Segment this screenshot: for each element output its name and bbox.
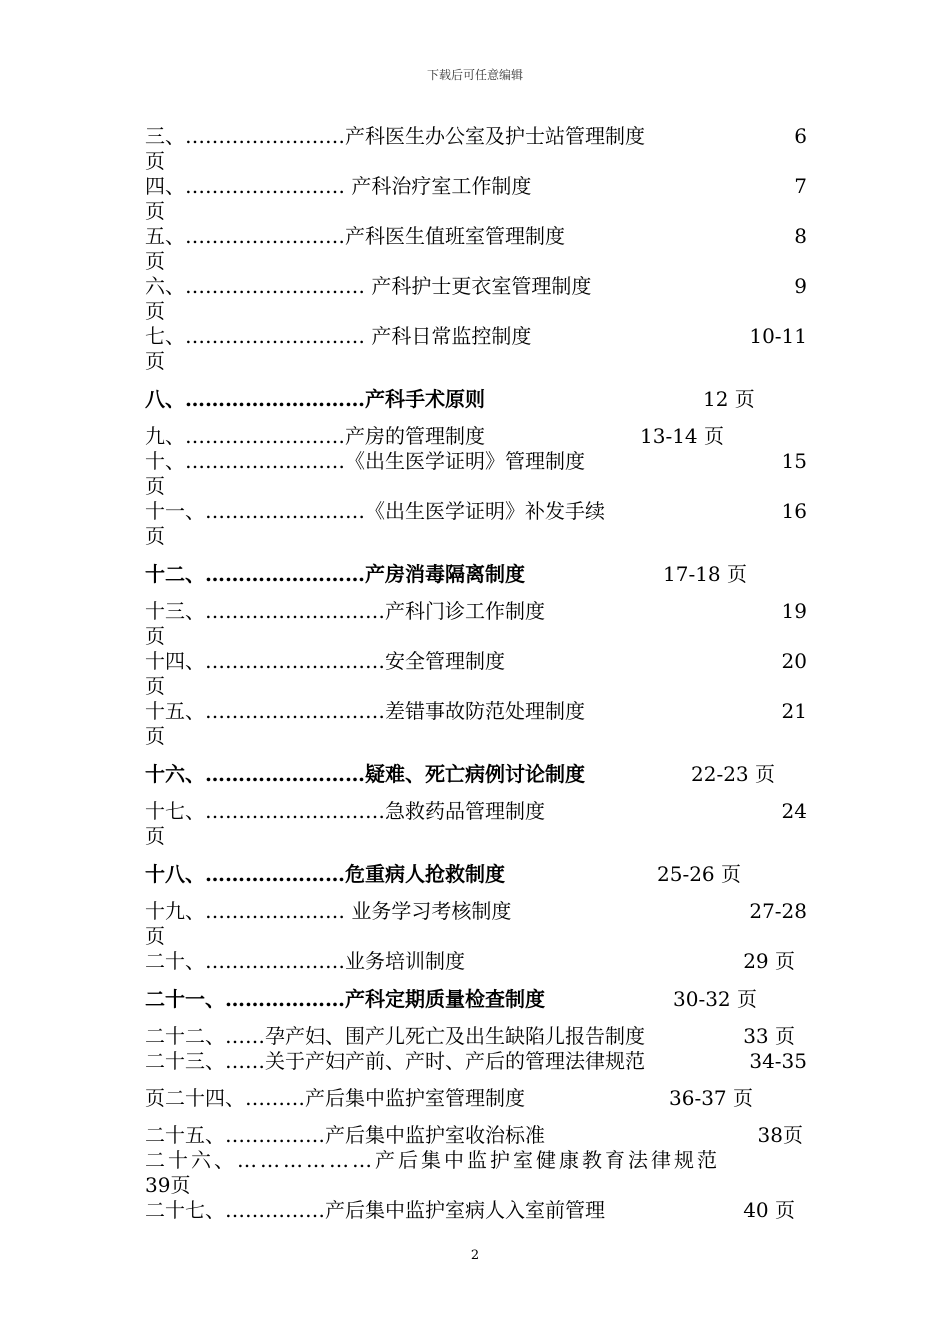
toc-entry	[145, 699, 807, 749]
toc-entry-page: 16	[781, 499, 807, 523]
page-header: 下载后可任意编辑	[426, 68, 523, 82]
toc-entry-page-suffix: 页	[145, 624, 165, 648]
toc-entry-title: 十、……………………《出生医学证明》管理制度	[145, 449, 585, 473]
toc-entry-page: 10-11	[749, 324, 807, 348]
toc-entry	[145, 1148, 807, 1198]
toc-entry-page: 19	[781, 599, 807, 623]
toc-entry-title: 二十五、……………产后集中监护室收治标准	[145, 1123, 545, 1147]
toc-entry-title: 十二、……………………产房消毒隔离制度	[145, 562, 525, 586]
toc-entry-page-suffix: 页	[145, 524, 165, 548]
toc-entry	[145, 1086, 807, 1111]
toc-entry-title: 十六、……………………疑难、死亡病例讨论制度	[145, 762, 585, 786]
toc-entry-title: 三、……………………产科医生办公室及护士站管理制度	[145, 124, 645, 148]
toc-entry-page-suffix: 39页	[145, 1173, 191, 1197]
toc-entry	[145, 987, 807, 1012]
toc-entry-page: 33 页	[743, 1024, 795, 1048]
toc-entry-title: 二十二、……孕产妇、围产儿死亡及出生缺陷儿报告制度	[145, 1024, 645, 1048]
toc-entry	[145, 1024, 807, 1049]
toc-entry-title: 二十六、………………产后集中监护室健康教育法律规范	[145, 1148, 720, 1172]
toc-entry-page-suffix: 页	[145, 149, 165, 173]
toc-entry-page: 20	[781, 649, 807, 673]
toc-entry-title: 五、……………………产科医生值班室管理制度	[145, 224, 565, 248]
toc-entry	[145, 862, 807, 887]
toc-entry-title: 页二十四、………产后集中监护室管理制度	[145, 1086, 525, 1110]
toc-entry	[145, 387, 807, 412]
toc-entry-title: 二十一、………………产科定期质量检查制度	[145, 987, 545, 1011]
toc-entry-page: 9	[794, 274, 807, 298]
toc-entry	[145, 274, 807, 324]
toc-entry	[145, 1049, 807, 1074]
toc-entry-title: 九、……………………产房的管理制度	[145, 424, 485, 448]
toc-entry-page: 38页	[757, 1123, 803, 1147]
toc-entry-page: 40 页	[743, 1198, 795, 1222]
toc-entry-title: 二十七、……………产后集中监护室病人入室前管理	[145, 1198, 605, 1222]
toc-entry	[145, 324, 807, 374]
toc-entry-page: 13-14 页	[640, 424, 725, 448]
toc-entry-title: 七、……………………… 产科日常监控制度	[145, 324, 532, 348]
page-number: 2	[470, 1248, 480, 1263]
toc-entry-page: 22-23 页	[691, 762, 776, 786]
toc-entry-title: 二十、…………………业务培训制度	[145, 949, 465, 973]
table-of-contents	[145, 120, 807, 1223]
toc-entry	[145, 899, 807, 949]
toc-entry	[145, 799, 807, 849]
toc-entry	[145, 224, 807, 274]
toc-entry-page: 7	[794, 174, 807, 198]
toc-entry-page: 36-37 页	[669, 1086, 754, 1110]
toc-entry-page: 6	[794, 124, 807, 148]
toc-entry-page: 25-26 页	[657, 862, 742, 886]
toc-entry-title: 四、…………………… 产科治疗室工作制度	[145, 174, 532, 198]
toc-entry-page: 29 页	[743, 949, 795, 973]
toc-entry-page: 21	[781, 699, 807, 723]
toc-entry-title: 十三、………………………产科门诊工作制度	[145, 599, 545, 623]
toc-entry	[145, 124, 807, 174]
toc-entry-page: 30-32 页	[673, 987, 758, 1011]
toc-entry-page: 15	[781, 449, 807, 473]
toc-entry	[145, 599, 807, 649]
toc-entry	[145, 1123, 807, 1148]
toc-entry-title: 六、……………………… 产科护士更衣室管理制度	[145, 274, 592, 298]
toc-entry	[145, 762, 807, 787]
toc-entry-page-suffix: 页	[145, 474, 165, 498]
toc-entry-page: 24	[781, 799, 807, 823]
toc-entry-page-suffix: 页	[145, 724, 165, 748]
toc-entry-page-suffix: 页	[145, 299, 165, 323]
toc-entry-page-suffix: 页	[145, 249, 165, 273]
toc-entry-page: 27-28	[749, 899, 807, 923]
toc-entry-page: 12 页	[703, 387, 755, 411]
toc-entry-title: 十七、………………………急救药品管理制度	[145, 799, 545, 823]
toc-entry	[145, 174, 807, 224]
toc-entry-page: 34-35	[749, 1049, 807, 1073]
toc-entry	[145, 562, 807, 587]
toc-entry	[145, 424, 807, 449]
toc-entry-title: 十八、…………………危重病人抢救制度	[145, 862, 505, 886]
toc-entry-page-suffix: 页	[145, 199, 165, 223]
toc-entry-page-suffix: 页	[145, 924, 165, 948]
toc-entry	[145, 449, 807, 499]
toc-entry-page: 8	[794, 224, 807, 248]
toc-entry-title: 十四、………………………安全管理制度	[145, 649, 505, 673]
toc-entry	[145, 949, 807, 974]
toc-entry-title: 十九、………………… 业务学习考核制度	[145, 899, 512, 923]
toc-entry	[145, 1198, 807, 1223]
toc-entry	[145, 649, 807, 699]
toc-entry-title: 二十三、……关于产妇产前、产时、产后的管理法律规范	[145, 1049, 645, 1073]
toc-entry-page-suffix: 页	[145, 674, 165, 698]
toc-entry	[145, 499, 807, 549]
toc-entry-page: 17-18 页	[663, 562, 748, 586]
toc-entry-title: 十五、………………………差错事故防范处理制度	[145, 699, 585, 723]
toc-entry-title: 八、………………………产科手术原则	[145, 387, 485, 411]
toc-entry-page-suffix: 页	[145, 349, 165, 373]
toc-entry-page-suffix: 页	[145, 824, 165, 848]
toc-entry-title: 十一、……………………《出生医学证明》补发手续	[145, 499, 605, 523]
